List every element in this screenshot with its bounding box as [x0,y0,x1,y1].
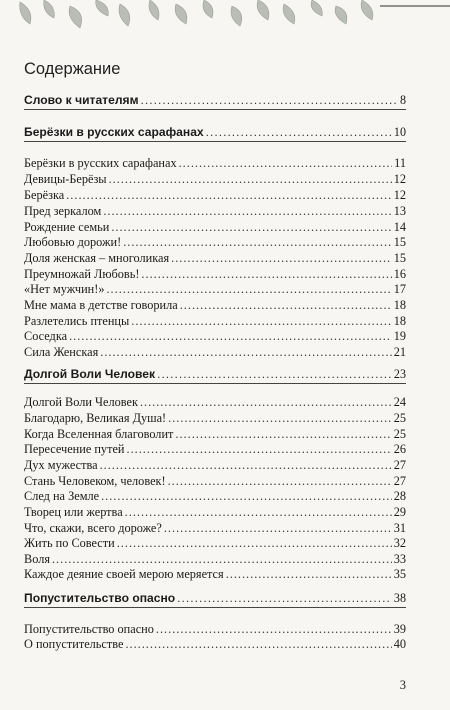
toc-entry [24,520,406,536]
toc-entry [24,473,406,489]
toc-entry-title: Берёзка [24,188,65,202]
toc-entry-title: Воля [24,552,50,566]
toc-entry-title: Благодарю, Великая Душа! [24,411,167,425]
toc-entry-title: О попустительстве [24,637,124,651]
page-number: 3 [399,678,406,692]
toc-entry-title: Попустительство опасно [24,622,154,636]
toc-entry [24,535,406,551]
section-rule [24,607,406,608]
dot-leader [100,457,392,473]
section-rule [24,383,406,384]
toc-entry-page: 40 [393,637,406,651]
toc-entry-title: Слово к читателям [24,93,139,107]
toc-entry-page: 11 [394,156,406,170]
section-rule [24,109,406,110]
toc-entry-title: Долгой Воли Человек [24,367,156,381]
leaf-ornament [0,0,450,40]
dot-leader [206,124,392,140]
toc-entry [24,219,406,235]
dot-leader [111,219,391,235]
dot-leader [141,92,398,108]
toc-entry-title: Стань Человеком, человек! [24,474,166,488]
toc-entry [24,441,406,457]
dot-leader [125,504,392,520]
toc-entry [24,551,406,567]
toc-entry [24,203,406,219]
toc-entry [24,488,406,504]
toc-entry-title: Разлетелись птенцы [24,314,130,328]
toc-entry-page: 12 [393,172,406,186]
toc-entry-page: 13 [393,204,406,218]
dot-leader [106,281,391,297]
toc-entry [24,171,406,187]
toc-entry [24,457,406,473]
toc-entry-page: 25 [393,427,406,441]
toc-entry-page: 12 [393,188,406,202]
dot-leader [168,473,392,489]
section-rule [24,141,406,142]
toc-entry [24,394,406,410]
toc-entry-page: 19 [393,329,406,343]
toc-entry-page: 27 [393,458,406,472]
toc-entry [24,504,406,520]
dot-leader [52,551,392,567]
toc-entry [24,328,406,344]
toc-entry-page: 29 [393,505,406,519]
toc-entry [24,155,406,171]
toc-entry [24,313,406,329]
toc-entry-title: Пересечение путей [24,442,125,456]
dot-leader [168,410,392,426]
toc-entry-page: 28 [393,489,406,503]
toc-entry-page: 33 [393,552,406,566]
toc-entry-page: 16 [393,267,406,281]
toc-entry-title: Доля женская – многоликая [24,251,170,265]
toc-entry-title: Жить по Совести [24,536,115,550]
dot-leader [109,171,392,187]
toc-section-entry [24,92,406,108]
dot-leader [157,366,392,382]
toc-entry-title: Преумножай Любовь! [24,267,140,281]
toc-entry-page: 27 [393,474,406,488]
dot-leader [175,426,391,442]
toc-entry-title: Берёзки в русских сарафанах [24,156,177,170]
toc-title: Содержание [24,60,121,78]
toc-entry-page: 25 [393,411,406,425]
dot-leader [140,394,392,410]
toc-section-entry [24,366,406,382]
toc-entry-page: 31 [393,521,406,535]
dot-leader [69,328,392,344]
dot-leader [179,155,393,171]
toc-entry-title: След на Земле [24,489,100,503]
toc-entry [24,410,406,426]
toc-entry [24,426,406,442]
toc-entry [24,636,406,652]
toc-entry-title: Берёзки в русских сарафанах [24,125,204,139]
toc-entry-page: 15 [393,251,406,265]
dot-leader [100,344,391,360]
toc-entry-page: 32 [393,536,406,550]
dot-leader [164,520,392,536]
toc-entry-page: 15 [393,235,406,249]
toc-entry-title: Когда Вселенная благоволит [24,427,174,441]
toc-entry-title: Что, скажи, всего дороже? [24,521,162,535]
dot-leader [123,234,392,250]
dot-leader [66,187,391,203]
toc-entry-title: Творец или жертва [24,505,123,519]
toc-entry-title: Пред зеркалом [24,204,102,218]
toc-section-entry [24,590,406,606]
toc-entry-title: Любовью дорожи! [24,235,122,249]
dot-leader [125,636,391,652]
dot-leader [117,535,392,551]
toc-entry [24,266,406,282]
toc-entry-title: Рождение семьи [24,220,110,234]
dot-leader [131,313,391,329]
toc-entry [24,187,406,203]
toc-entry-title: Мне мама в детстве говорила [24,298,178,312]
toc-entry [24,344,406,360]
toc-entry-page: 18 [393,314,406,328]
toc-entry-title: Каждое деяние своей мерою меряется [24,567,224,581]
toc-entry-page: 35 [393,567,406,581]
dot-leader [127,441,392,457]
toc-entry-page: 23 [393,367,406,381]
dot-leader [226,566,392,582]
toc-entry-page: 24 [393,395,406,409]
toc-entry-title: Девицы-Берёзы [24,172,107,186]
toc-entry [24,297,406,313]
toc-entry-title: Долгой Воли Человек [24,395,138,409]
toc-entry [24,250,406,266]
dot-leader [103,203,391,219]
toc-entry-page: 26 [393,442,406,456]
toc-entry [24,234,406,250]
dot-leader [177,590,392,606]
toc-entry-title: Сила Женская [24,345,99,359]
toc-entry-page: 21 [393,345,406,359]
dot-leader [180,297,392,313]
toc-section-entry [24,124,406,140]
toc-entry-page: 10 [393,125,406,139]
toc-entry [24,566,406,582]
dot-leader [156,621,392,637]
toc-entry-title: Дух мужества [24,458,98,472]
toc-entry [24,621,406,637]
toc-entry-page: 39 [393,622,406,636]
toc-entry-title: Попустительство опасно [24,591,176,605]
toc-entry [24,281,406,297]
toc-entry-page: 38 [393,591,406,605]
toc-entry-page: 14 [393,220,406,234]
toc-entry-page: 18 [393,298,406,312]
toc-entry-page: 8 [399,93,406,107]
toc-entry-title: Соседка [24,329,68,343]
dot-leader [171,250,392,266]
toc-entry-title: «Нет мужчин!» [24,282,105,296]
dot-leader [101,488,392,504]
dot-leader [141,266,391,282]
toc-entry-page: 17 [393,282,406,296]
